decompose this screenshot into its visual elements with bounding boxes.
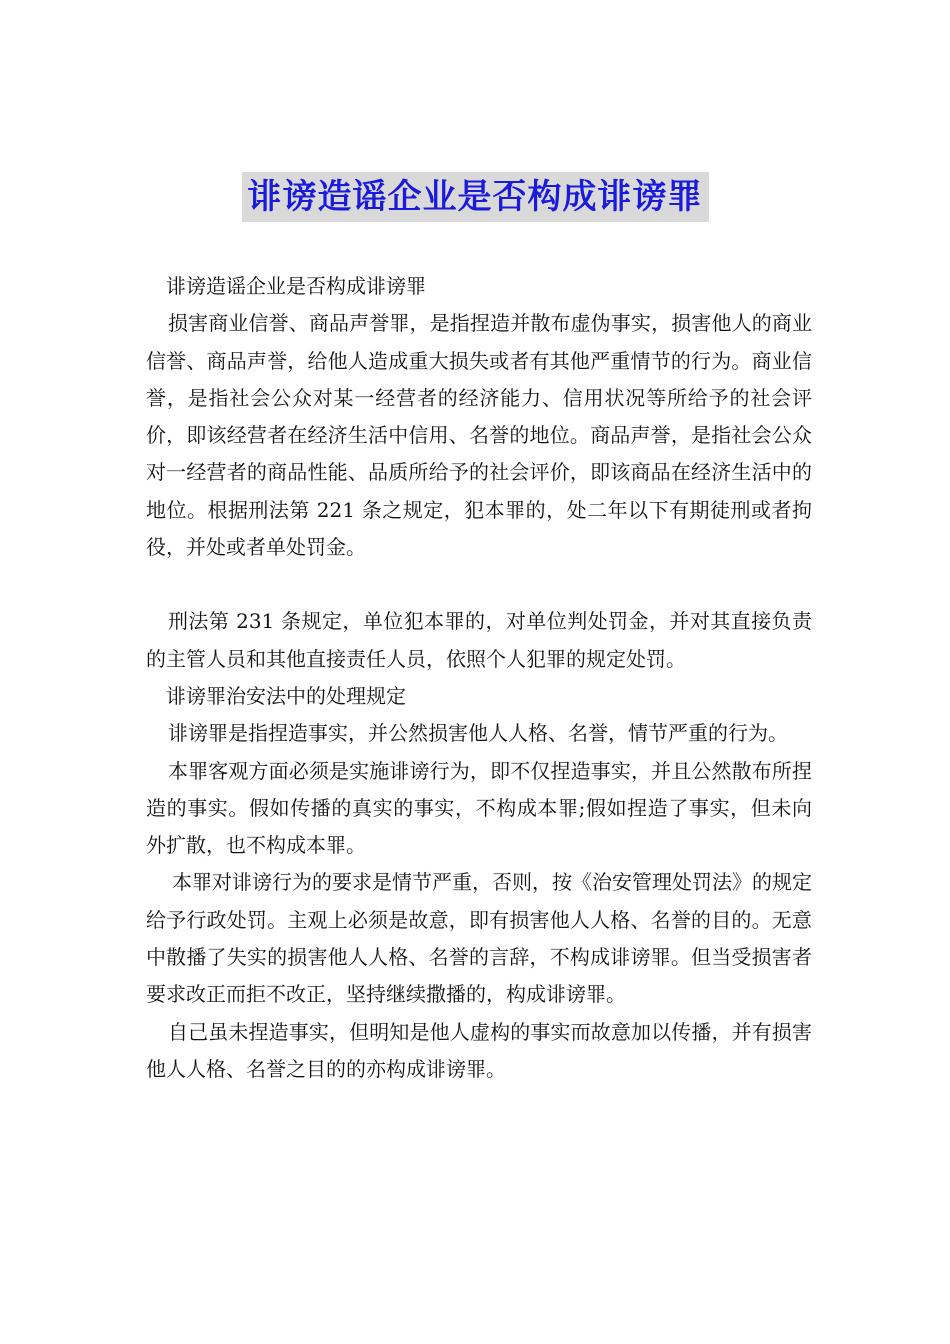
paragraph: 刑法第 231 条规定，单位犯本罪的，对单位判处罚金，并对其直接负责的主管人员和其他直接责任人员，依照个人犯罪的规定处罚。 <box>146 609 812 671</box>
paragraph-subtitle: 诽谤造谣企业是否构成诽谤罪 <box>166 274 426 298</box>
blank-line <box>146 566 812 603</box>
paragraph: 本罪对诽谤行为的要求是情节严重，否则，按《治安管理处罚法》的规定给予行政处罚。主观上必须是故意，即有损害他人人格、名誉的目的。无意中散播了失实的损害他人人格、名誉的言辞，不构成诽谤罪。但当受损害者要求改正而拒不改正，坚持继续撒播的，构成诽谤罪。 <box>146 870 812 1007</box>
document-body <box>146 268 812 1088</box>
title-container <box>0 172 950 222</box>
paragraph: 诽谤罪是指捏造事实，并公然损害他人人格、名誉，情节严重的行为。 <box>168 721 788 746</box>
paragraph: 自己虽未捏造事实，但明知是他人虚构的事实而故意加以传播，并有损害他人人格、名誉之目的的亦构成诽谤罪。 <box>146 1019 812 1081</box>
paragraph: 本罪客观方面必须是实施诽谤行为，即不仅捏造事实，并且公然散布所捏造的事实。假如传播的真实的事实，不构成本罪;假如捏造了事实，但未向外扩散，也不构成本罪。 <box>146 758 812 858</box>
document-title: 诽谤造谣企业是否构成诽谤罪 <box>242 172 709 222</box>
paragraph: 损害商业信誉、商品声誉罪，是指捏造并散布虚伪事实，损害他人的商业信誉、商品声誉，给他人造成重大损失或者有其他严重情节的行为。商业信誉，是指社会公众对某一经营者的经济能力、信用状况等所给予的社会评价，即该经营者在经济生活中信用、名誉的地位。商品声誉，是指社会公众对一经营者的商品性能、品质所给予的社会评价，即该商品在经济生活中的地位。根据刑法第 221 条之规定，犯本罪的，处二年以下有期徒刑或者拘役，并处或者单处罚金。 <box>146 311 812 560</box>
paragraph-heading: 诽谤罪治安法中的处理规定 <box>166 683 406 708</box>
